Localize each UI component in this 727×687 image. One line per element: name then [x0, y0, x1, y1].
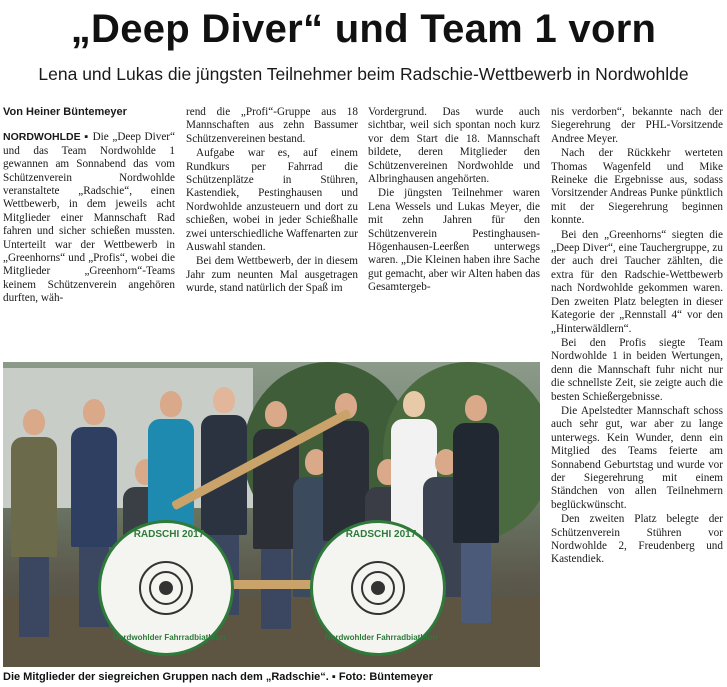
target-label: Nordwohlder Fahrradbiathlon — [324, 633, 438, 642]
paragraph: Die Apelstedter Mannschaft schoss auch sehr gut, war aber zu lange unterwegs. Kein Wunder, denn ein Mitglied des Teams feierte am Sonnabend Geburtstag und wurde vor der Siegerehrung mit einem Ständchen von allen Teilnehmern beglückwünscht. — [551, 404, 723, 511]
paragraph: Bei den Profis siegte Team Nordwohlde 1 in beiden Wertungen, denn die Mannschaft fuhr nicht nur die schnellste Zeit, sie zeigte auch die besten Schießergebnisse. — [551, 336, 723, 403]
byline: Von Heiner Büntemeyer — [3, 106, 127, 118]
article-column-4 — [551, 106, 723, 567]
lead-paragraph — [3, 131, 175, 305]
person — [453, 395, 499, 623]
person — [11, 409, 57, 637]
target-label: RADSCHI 2017 — [345, 529, 417, 540]
paragraph: Vordergrund. Das wurde auch sichtbar, weil sich spontan noch kurz vor dem Start die 18. Mannschaft bildete, deren Mitglieder den Schützenvereinen Nordwohlde und Albringhausen angehörten. — [368, 106, 540, 186]
article-column-2 — [186, 106, 358, 296]
group-photo — [3, 362, 540, 667]
paragraph: Nach der Rückkehr werteten Thomas Wagenfeld und Mike Reineke die Ergebnisse aus, sodass Vorsitzender Andreas Punke pünktlich mit der Siegerehrung beginnen konnte. — [551, 147, 723, 227]
headline: „Deep Diver“ und Team 1 vorn — [70, 7, 657, 51]
subheadline: Lena und Lukas die jüngsten Teilnehmer beim Radschie-Wettbewerb in Nordwohlde — [38, 64, 689, 84]
lead-text: ▪ Die „Deep Diver“ und das Team Nordwohlde 1 gewannen am Sonnabend das vom Schützenverein Nordwohlde veranstaltete „Radschie“, einen Wettbewerb, in dem jeweils acht Mitglieder einer Mannschaft Rad fahren und sicher schießen mussten. Unterteilt war der Wettbewerb in „Greenhorns“ und „Profis“, wobei die Mitglieder „Greenhorn“-Teams keinem Schützenverein angehören durften, wäh- — [3, 131, 175, 305]
dateline: NORDWOHLDE — [3, 131, 81, 144]
target-wheel-right — [310, 520, 446, 656]
paragraph: Die jüngsten Teilnehmer waren Lena Wessels und Lukas Meyer, die mit zehn Jahren für den Schützenverein Pestinghausen-Högenhausen-Leerßen unterwegs waren. „Die Kleinen haben ihre Sache gut gemacht, aber wir Alten haben das Gesamtergeb- — [368, 187, 540, 294]
article-column-3 — [368, 106, 540, 295]
paragraph: rend die „Profi“-Gruppe aus 18 Mannschaften aus zehn Bassumer Schützenvereinen bestand. — [186, 106, 358, 145]
target-wheel-left — [98, 520, 234, 656]
paragraph: Den zweiten Platz belegte der Schützenverein Stühren vor Nordwohlde 2, Freudenberg und Kastendiek. — [551, 513, 723, 566]
article-column-1 — [3, 106, 175, 306]
paragraph: Bei dem Wettbewerb, der in diesem Jahr zum neunten Mal ausgetragen wurde, stand natürlich der Spaß im — [186, 255, 358, 295]
photo-caption: Die Mitglieder der siegreichen Gruppen nach dem „Radschie“. ▪ Foto: Büntemeyer — [3, 671, 433, 683]
target-label: RADSCHI 2017 — [133, 529, 205, 540]
paragraph: nis verdorben“, bekannte nach der Siegerehrung der PHL-Vorsitzende Andree Meyer. — [551, 106, 723, 145]
paragraph: Aufgabe war es, auf einem Rundkurs per Fahrrad die Schützenplätze in Stühren, Kastendiek, Pestinghausen und Nordwohlde anzusteuern und dort zu schießen, wobei in jeder Schießhalle zwei unterschiedliche Waffenarten zur Auswahl standen. — [186, 147, 358, 254]
paragraph: Bei den „Greenhorns“ siegten die „Deep Diver“, eine Tauchergruppe, zu der auch drei Taucher zählten, die extra für den Radschie-Wettbewerb nach Nordwohlde gekommen waren. Den zweiten Platz belegten in dieser Kategorie der „Rennstall 4“ vor den „Hinterwäldlern“. — [551, 228, 723, 335]
target-label: Nordwohlder Fahrradbiathlon — [112, 633, 226, 642]
